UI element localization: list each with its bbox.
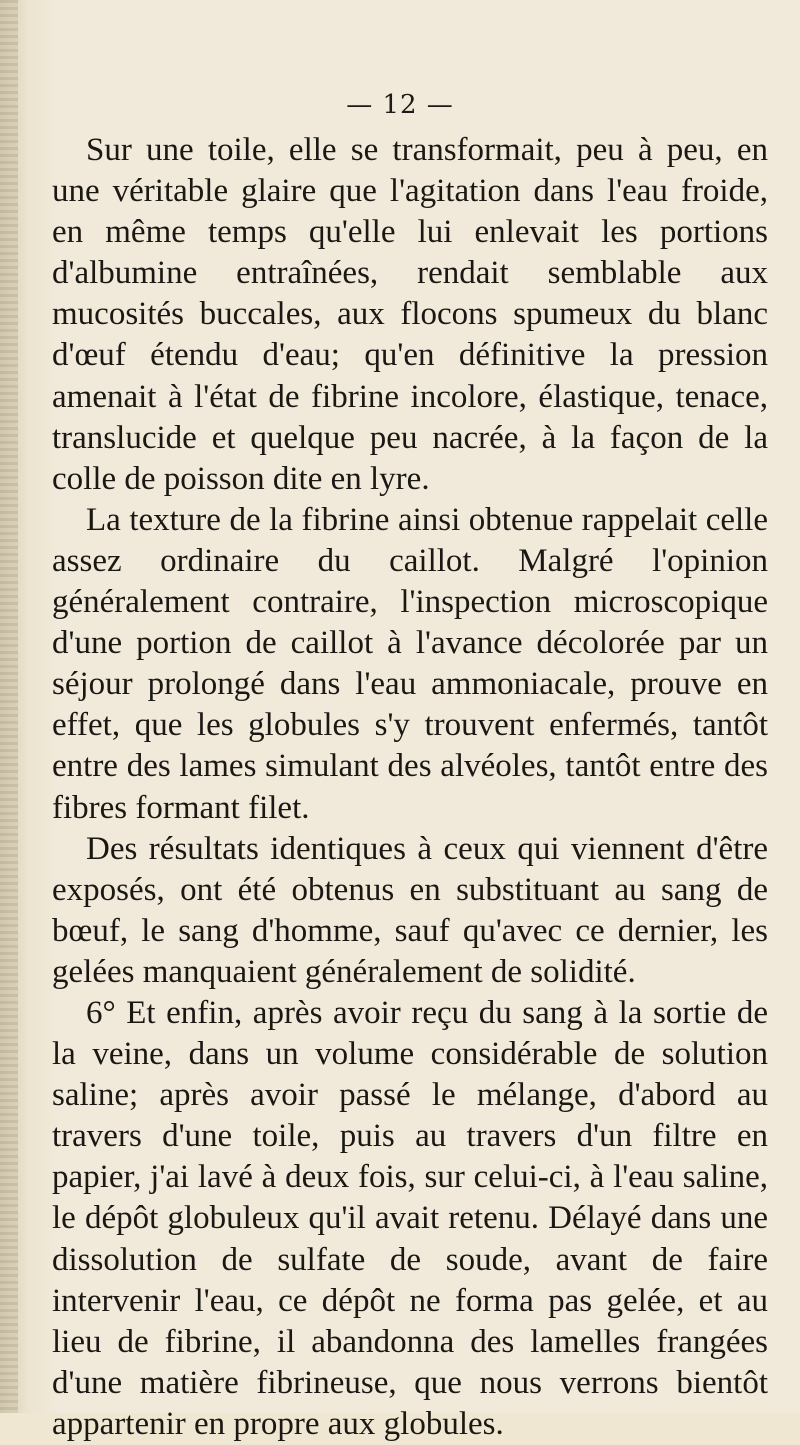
paragraph-1: Sur une toile, elle se transformait, peu à peu, en une véritable glaire que l'agitation dans l'eau froide, en même temps qu'elle lui enlevait les portions d'albumine entraînées, rendait semblable aux mucosités buccales, aux flocons spumeux du blanc d'œuf étendu d'eau; qu'en définitive la pression amenait à l'état de fibrine incolore, élastique, tenace, translucide et quelque peu nacrée, à la façon de la colle de poisson dite en lyre. [52, 132, 768, 497]
paragraph-4: 6° Et enfin, après avoir reçu du sang à la sortie de la veine, dans un volume considérable de solution saline; après avoir passé le mélange, d'abord au travers d'une toile, puis au travers d'un filtre en papier, j'ai lavé à deux fois, sur celui-ci, à l'eau saline, le dépôt globuleux qu'il avait retenu. Délayé dans une dissolution de sulfate de soude, avant de faire intervenir l'eau, ce dépôt ne forma pas gelée, et au lieu de fibrine, il abandonna des lamelles frangées d'une matière fibrineuse, que nous verrons bientôt appartenir en propre aux globules. [52, 994, 768, 1442]
body-text [52, 130, 768, 1445]
page-number-header: — 12 — [346, 90, 454, 120]
page-gutter-binding [0, 0, 18, 1413]
paragraph-2: La texture de la fibrine ainsi obtenue rappelait celle assez ordinaire du caillot. Malgré l'opinion généralement contraire, l'inspection microscopique d'une portion de caillot à l'avance décolorée par un séjour prolongé dans l'eau ammoniacale, prouve en effet, que les globules s'y trouvent enfermés, tantôt entre des lames simulant des alvéoles, tantôt entre des fibres formant filet. [52, 501, 768, 826]
paragraph-3: Des résultats identiques à ceux qui viennent d'être exposés, ont été obtenus en substituant au sang de bœuf, le sang d'homme, sauf qu'avec ce dernier, les gelées manquaient généralement de solidité. [52, 830, 768, 990]
